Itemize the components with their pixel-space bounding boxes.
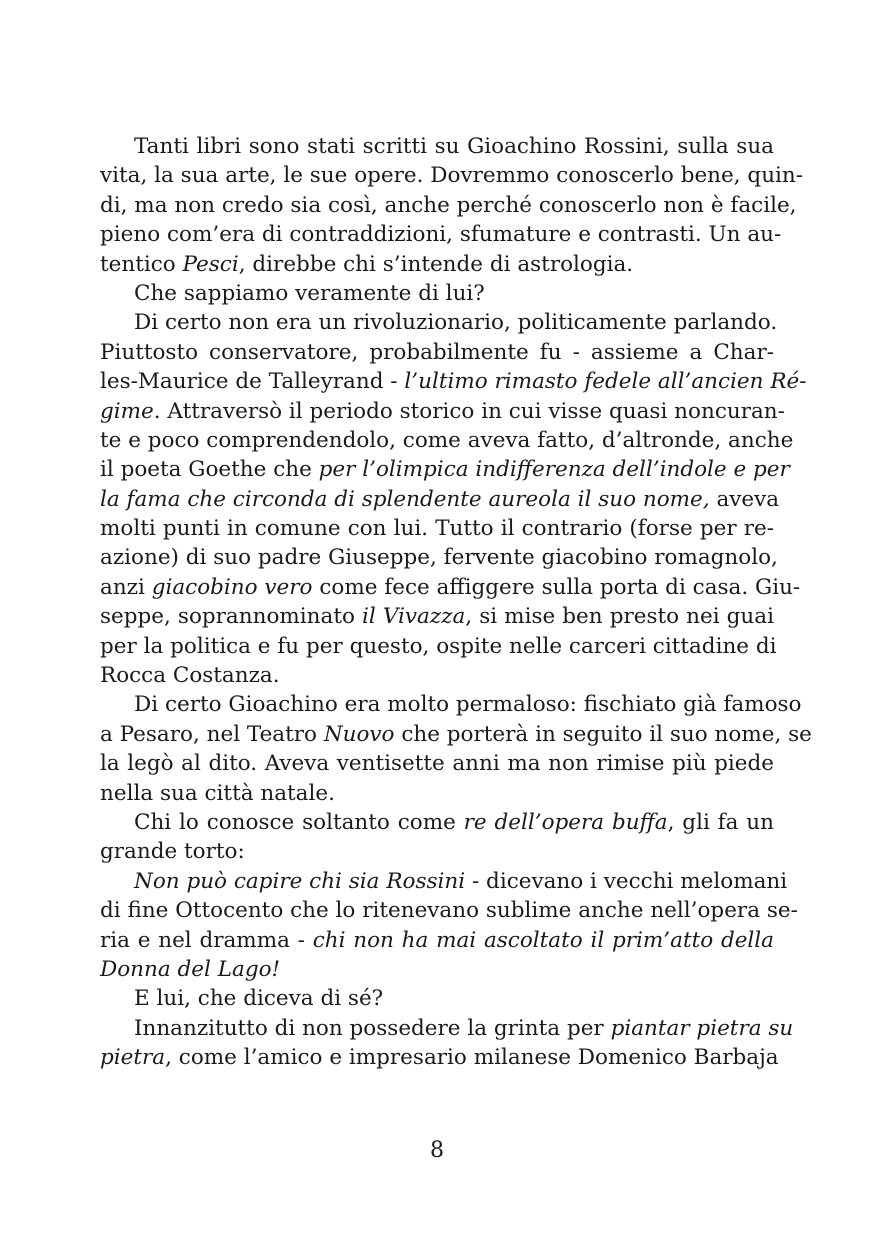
text-run: . Attraversò il periodo storico in cui visse quasi noncuran- bbox=[153, 398, 785, 424]
text-run: come fece affiggere sulla porta di casa. Giu- bbox=[312, 574, 801, 600]
text-run: il poeta Goethe che bbox=[100, 457, 319, 483]
text-line bbox=[100, 896, 798, 925]
text-run: di fine Ottocento che lo ritenevano sublime anche nell’opera se- bbox=[100, 898, 798, 924]
text-run: te e poco comprendendolo, come aveva fatto, d’altronde, anche bbox=[100, 427, 794, 453]
text-line bbox=[100, 984, 774, 1013]
text-line bbox=[100, 426, 794, 455]
text-line bbox=[100, 1043, 779, 1072]
text-line bbox=[100, 543, 778, 572]
text-run: pieno com’era di contraddizioni, sfumature e contrasti. Un au- bbox=[100, 222, 782, 248]
text-run: , direbbe chi s’intende di astrologia. bbox=[238, 251, 634, 277]
text-line bbox=[100, 220, 782, 249]
text-run: seppe, soprannominato bbox=[100, 604, 362, 630]
text-line bbox=[100, 279, 774, 308]
text-line bbox=[100, 955, 774, 984]
text-run: Chi lo conosce soltanto come bbox=[134, 809, 464, 835]
text-line bbox=[100, 338, 774, 367]
text-run: grande torto: bbox=[100, 839, 245, 865]
text-line bbox=[100, 308, 778, 337]
italic-text: piantar pietra su bbox=[610, 1015, 794, 1041]
text-run: Che sappiamo veramente di lui? bbox=[134, 280, 485, 306]
text-run: la legò al dito. Aveva ventisette anni ma non rimise più piede bbox=[100, 751, 774, 777]
text-run: , come l’amico e impresario milanese Domenico Barbaja bbox=[165, 1045, 779, 1071]
italic-text: re dell’opera buffa bbox=[463, 809, 668, 835]
italic-text: per l’olimpica indifferenza dell’indole e per bbox=[318, 457, 790, 483]
text-line bbox=[100, 455, 790, 484]
text-run: Piuttosto conservatore, probabilmente fu - assieme a Char- bbox=[100, 339, 774, 365]
text-run: Rocca Costanza. bbox=[100, 663, 280, 689]
text-run: ria e nel dramma - bbox=[100, 927, 313, 953]
italic-text: Donna del Lago! bbox=[100, 956, 281, 982]
text-line bbox=[100, 191, 797, 220]
italic-text: l’ultimo rimasto fedele all’ancien Ré- bbox=[404, 369, 807, 395]
text-run: Tanti libri sono stati scritti su Gioachino Rossini, sulla sua bbox=[134, 134, 774, 159]
text-line bbox=[100, 367, 807, 396]
text-line bbox=[100, 602, 774, 631]
text-run: azione) di suo padre Giuseppe, fervente giacobino romagnolo, bbox=[100, 545, 778, 571]
text-line bbox=[100, 161, 804, 190]
text-line bbox=[100, 808, 774, 837]
italic-text: giacobino vero bbox=[151, 574, 313, 600]
text-line bbox=[100, 132, 774, 161]
text-run: tentico bbox=[100, 251, 183, 277]
text-run: molti punti in comune con lui. Tutto il contrario (forse per re- bbox=[100, 516, 774, 542]
italic-text: Non può capire chi sia Rossini bbox=[134, 868, 466, 894]
text-line bbox=[100, 749, 774, 778]
text-run: , si mise ben presto nei guai bbox=[465, 604, 774, 630]
text-run: - dicevano i vecchi melomani bbox=[465, 868, 788, 894]
text-line bbox=[100, 573, 801, 602]
text-line bbox=[100, 632, 777, 661]
text-run: anzi bbox=[100, 574, 152, 600]
text-line bbox=[100, 397, 785, 426]
text-line bbox=[100, 485, 780, 514]
text-run: vita, la sua arte, le sue opere. Dovremmo conoscerlo bene, quin- bbox=[100, 163, 804, 189]
text-run: a Pesaro, nel Teatro bbox=[100, 721, 324, 747]
text-run: les-Maurice de Talleyrand - bbox=[100, 369, 405, 395]
text-run: nella sua città natale. bbox=[100, 780, 335, 806]
text-line bbox=[100, 926, 774, 955]
text-line bbox=[100, 250, 774, 279]
italic-text: pietra bbox=[100, 1045, 166, 1071]
text-run: Innanzitutto di non possedere la grinta per bbox=[134, 1015, 611, 1041]
italic-text: chi non ha mai ascoltato il prim’atto della bbox=[312, 927, 775, 953]
text-line bbox=[100, 514, 774, 543]
text-run: di, ma non credo sia così, anche perché conoscerlo non è facile, bbox=[100, 192, 797, 218]
text-run: che porterà in seguito il suo nome, se bbox=[394, 721, 812, 747]
italic-text: la fama che circonda di splendente aureola il suo nome, bbox=[100, 486, 710, 512]
text-run: E lui, che diceva di sé? bbox=[134, 986, 384, 1012]
text-line bbox=[100, 867, 788, 896]
text-line bbox=[100, 837, 774, 866]
text-line bbox=[100, 720, 812, 749]
italic-text: il Vivazza bbox=[361, 604, 466, 630]
text-run: Di certo Gioachino era molto permaloso: fischiato già famoso bbox=[134, 692, 802, 718]
italic-text: Pesci bbox=[182, 251, 239, 277]
text-line bbox=[100, 690, 802, 719]
italic-text: gime bbox=[100, 398, 154, 424]
text-line bbox=[100, 779, 774, 808]
body-text bbox=[100, 132, 812, 1073]
text-line bbox=[100, 661, 774, 690]
italic-text: Nuovo bbox=[323, 721, 395, 747]
text-run: per la politica e fu per questo, ospite nelle carceri cittadine di bbox=[100, 633, 777, 659]
text-line bbox=[100, 1014, 794, 1043]
text-run: , gli fa un bbox=[667, 809, 774, 835]
text-run: aveva bbox=[709, 486, 780, 512]
text-run: Di certo non era un rivoluzionario, politicamente parlando. bbox=[134, 310, 778, 336]
page-number: 8 bbox=[430, 1138, 444, 1163]
